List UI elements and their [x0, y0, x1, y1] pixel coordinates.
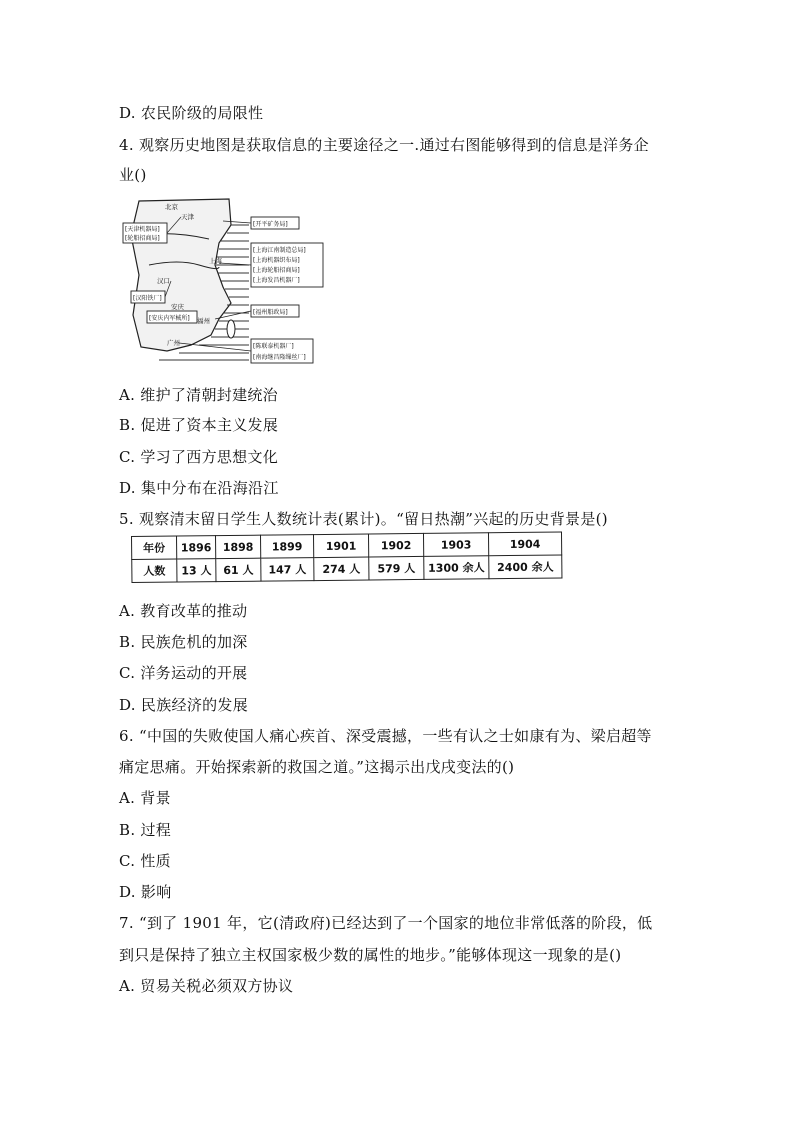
q4-option-d: D. 集中分布在沿海沿江	[119, 479, 279, 497]
label-anqing: [安庆内军械所]	[149, 315, 190, 322]
table-cell: 1300 余人	[424, 556, 489, 580]
label-chen: [陈联泰机器厂]	[253, 343, 294, 350]
city-shanghai: 上海	[209, 257, 222, 265]
label-fuzhou: [福州船政局]	[253, 309, 288, 316]
label-sh3: [上海轮船招商局]	[253, 267, 300, 274]
table-cell: 人数	[132, 559, 177, 582]
q7-option-a: A. 贸易关税必须双方协议	[119, 977, 294, 995]
q5-stem: 5. 观察清末留日学生人数统计表(累计)。“留日热潮”兴起的历史背景是()	[119, 510, 608, 528]
table-cell: 1903	[423, 533, 488, 557]
q4-stem-line2: 业()	[119, 166, 147, 184]
table-cell: 61 人	[216, 558, 261, 581]
yangwu-enterprise-map	[119, 195, 337, 367]
label-tianjin: [天津机器局]	[125, 226, 160, 233]
label-tianjin2: [轮船招商局]	[125, 235, 160, 242]
q4-stem-line1: 4. 观察历史地图是获取信息的主要途径之一.通过右图能够得到的信息是洋务企	[119, 136, 649, 154]
map-drawing	[119, 195, 337, 367]
label-sh2: [上海机器织布局]	[253, 257, 300, 264]
taiwan-island	[227, 320, 235, 338]
land-shape	[131, 199, 231, 351]
table-cell: 2400 余人	[489, 555, 562, 579]
table-cell: 1896	[177, 536, 216, 559]
table-cell: 13 人	[177, 559, 216, 582]
label-sh1: [上海江南制造总局]	[253, 247, 306, 254]
q4-option-a: A. 维护了清朝封建统治	[119, 386, 278, 404]
city-hankou: 汉口	[157, 277, 170, 285]
label-sh4: [上海发昌机器厂]	[253, 277, 300, 284]
label-kaiping: [开平矿务局]	[253, 221, 288, 228]
q6-option-c: C. 性质	[119, 852, 171, 870]
q6-stem-line1: 6. “中国的失败使国人痛心疾首、深受震撼，一些有认之士如康有为、梁启超等	[119, 727, 652, 745]
q5-option-a: A. 教育改革的推动	[119, 602, 248, 620]
table-cell: 1901	[313, 534, 368, 558]
q6-option-d: D. 影响	[119, 883, 172, 901]
table-cell: 1902	[368, 533, 423, 557]
city-anqing: 安庆	[171, 303, 184, 311]
table-row	[132, 555, 562, 583]
city-tianjin: 天津	[181, 213, 194, 221]
label-hanyang: [汉阳铁厂]	[133, 295, 162, 302]
city-beijing: 北京	[165, 203, 178, 211]
q5-option-c: C. 洋务运动的开展	[119, 664, 248, 682]
table-cell: 年份	[132, 536, 177, 559]
table-cell: 147 人	[261, 558, 314, 582]
city-fuzhou: 福州	[197, 317, 210, 325]
table-cell: 1904	[488, 532, 561, 556]
q3-option-d: D. 农民阶级的局限性	[119, 104, 264, 122]
study-abroad-table	[131, 531, 562, 583]
q6-option-b: B. 过程	[119, 821, 172, 839]
q4-option-b: B. 促进了资本主义发展	[119, 416, 279, 434]
q5-option-b: B. 民族危机的加深	[119, 633, 248, 651]
table-cell: 274 人	[314, 557, 369, 581]
label-nanhai: [南海继昌隆缫丝厂]	[253, 354, 306, 361]
table-cell: 1898	[216, 535, 261, 558]
table-cell: 1899	[260, 535, 313, 559]
q6-option-a: A. 背景	[119, 789, 171, 807]
city-guangzhou: 广州	[167, 339, 180, 347]
q4-option-c: C. 学习了西方思想文化	[119, 448, 279, 466]
q5-option-d: D. 民族经济的发展	[119, 696, 249, 714]
q7-stem-line1: 7. “到了 1901 年，它(清政府)已经达到了一个国家的地位非常低落的阶段，低	[119, 914, 653, 932]
q6-stem-line2: 痛定思痛。开始探索新的救国之道。”这揭示出戊戌变法的()	[119, 758, 515, 776]
table-cell: 579 人	[369, 556, 424, 580]
q7-stem-line2: 到只是保持了独立主权国家极少数的属性的地步。”能够体现这一现象的是()	[119, 946, 622, 964]
